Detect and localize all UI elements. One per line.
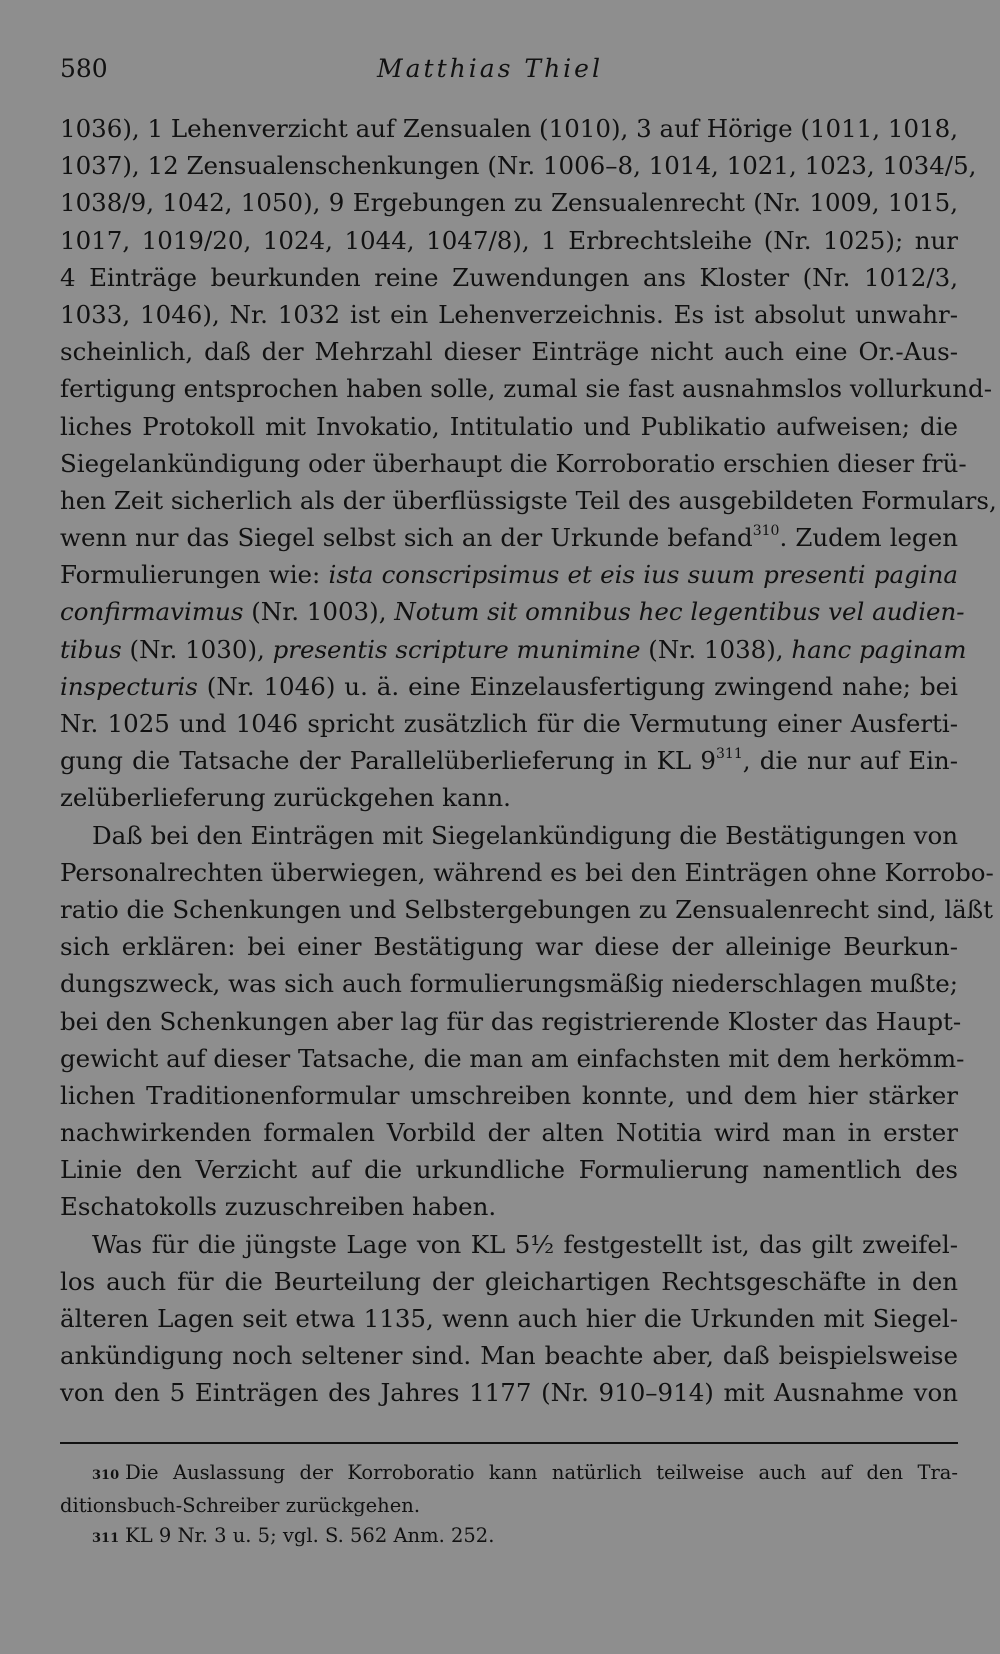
text-run: , die nur auf Ein- bbox=[742, 746, 958, 776]
footnote-ref-311: 311 bbox=[716, 746, 743, 763]
text-line: 1037), 12 Zensualenschenkungen (Nr. 1006–8, 1014, 1021, 1023, 1034/5, bbox=[60, 151, 977, 181]
text-line: hen Zeit sicherlich als der überflüssigste Teil des ausgebildeten Formulars, bbox=[60, 485, 997, 515]
running-head bbox=[60, 54, 920, 94]
text-line: älteren Lagen seit etwa 1135, wenn auch hier die Urkunden mit Siegel- bbox=[60, 1304, 958, 1333]
text-run: Formulierungen wie: bbox=[60, 560, 329, 590]
text-line: Eschatokolls zuzuschreiben haben. bbox=[60, 1192, 497, 1222]
text-line bbox=[60, 668, 958, 705]
text-line: fertigung entsprochen haben solle, zumal sie fast ausnahmslos vollurkund- bbox=[60, 374, 993, 404]
text-line: zelüberlieferung zurückgehen kann. bbox=[60, 783, 511, 813]
text-run: (Nr. 1046) u. ä. eine Einzelausfertigung zwingend nahe; bei bbox=[197, 671, 958, 701]
text-line: lichen Traditionenformular umschreiben konnte, und dem hier stärker bbox=[60, 1080, 958, 1110]
latin-quote: presentis scripture munimine bbox=[272, 634, 641, 664]
text-line bbox=[60, 593, 965, 630]
text-line: ankündigung noch seltener sind. Man beachte aber, daß beispielsweise bbox=[60, 1341, 958, 1371]
text-line: ratio die Schenkungen und Selbstergebungen zu Zensualenrecht sind, läßt bbox=[60, 894, 993, 924]
text-line bbox=[60, 519, 958, 556]
footnote-mark: 310 bbox=[92, 1468, 120, 1483]
running-head-author: Matthias Thiel bbox=[377, 54, 603, 83]
text-line: los auch für die Beurteilung der gleichartigen Rechtsgeschäfte in den bbox=[60, 1266, 958, 1296]
footnotes bbox=[60, 1458, 958, 1554]
footnote-text: Die Auslassung der Korroboratio kann natürlich teilweise auch auf den Tra- bbox=[125, 1461, 958, 1484]
footnote-text: KL 9 Nr. 3 u. 5; vgl. S. 562 Anm. 252. bbox=[125, 1524, 495, 1547]
text-line: Linie den Verzicht auf die urkundliche Formulierung namentlich des bbox=[60, 1155, 958, 1185]
text-line: dungszweck, was sich auch formulierungsmäßig niederschlagen mußte; bbox=[60, 969, 958, 999]
text-line: liches Protokoll mit Invokatio, Intitulatio und Publikatio aufweisen; die bbox=[60, 411, 958, 441]
latin-quote: ista conscripsimus et eis ius suum presenti pagina bbox=[328, 560, 959, 590]
text-line: gewicht auf dieser Tatsache, die man am einfachsten mit dem herkömm- bbox=[60, 1043, 965, 1073]
text-line bbox=[60, 631, 967, 668]
latin-quote: Notum sit omnibus hec legentibus vel audien- bbox=[394, 597, 965, 627]
paragraph-start-line: Was für die jüngste Lage von KL 5½ festgestellt ist, das gilt zweifel- bbox=[92, 1229, 958, 1259]
text-line bbox=[60, 742, 958, 779]
text-line: 1017, 1019/20, 1024, 1044, 1047/8), 1 Erbrechtsleihe (Nr. 1025); nur bbox=[60, 225, 958, 255]
text-run: (Nr. 1030), bbox=[121, 634, 273, 664]
text-line: nachwirkenden formalen Vorbild der alten Notitia wird man in erster bbox=[60, 1118, 958, 1148]
text-line: Nr. 1025 und 1046 spricht zusätzlich für die Vermutung einer Ausferti- bbox=[60, 709, 958, 738]
latin-quote: hanc paginam bbox=[791, 634, 967, 664]
text-run: gung die Tatsache der Parallelüberlieferung in KL 9 bbox=[60, 746, 716, 776]
paragraph-start-line: Daß bei den Einträgen mit Siegelankündigung die Bestätigungen von bbox=[92, 820, 958, 850]
footnote-separator bbox=[60, 1442, 958, 1444]
text-line: von den 5 Einträgen des Jahres 1177 (Nr. 910–914) mit Ausnahme von bbox=[60, 1378, 958, 1408]
latin-quote: confirmavimus bbox=[60, 597, 244, 627]
latin-quote: inspecturis bbox=[60, 671, 198, 701]
body-text bbox=[60, 110, 997, 1412]
page-number: 580 bbox=[60, 54, 108, 83]
footnote-ref-310: 310 bbox=[752, 522, 780, 539]
text-line: 1036), 1 Lehenverzicht auf Zensualen (1010), 3 auf Hörige (1011, 1018, bbox=[60, 114, 958, 143]
latin-quote: tibus bbox=[60, 634, 122, 664]
text-line: 1033, 1046), Nr. 1032 ist ein Lehenverzeichnis. Es ist absolut unwahr- bbox=[60, 299, 958, 329]
text-run: . Zudem legen bbox=[779, 523, 958, 553]
text-run: wenn nur das Siegel selbst sich an der Urkunde befand bbox=[60, 523, 753, 553]
footnote-310 bbox=[60, 1458, 958, 1491]
footnote-311 bbox=[60, 1521, 958, 1554]
text-line bbox=[60, 556, 958, 593]
footnote-310-cont: ditionsbuch-Schreiber zurückgehen. bbox=[60, 1494, 421, 1517]
footnote-mark: 311 bbox=[92, 1531, 120, 1546]
text-run: (Nr. 1003), bbox=[243, 597, 395, 627]
text-line: 1038/9, 1042, 1050), 9 Ergebungen zu Zensualenrecht (Nr. 1009, 1015, bbox=[60, 188, 958, 218]
text-line: scheinlich, daß der Mehrzahl dieser Einträge nicht auch eine Or.-Aus- bbox=[60, 337, 958, 367]
text-line: sich erklären: bei einer Bestätigung war diese der alleinige Beurkun- bbox=[60, 932, 958, 962]
text-line: 4 Einträge beurkunden reine Zuwendungen ans Kloster (Nr. 1012/3, bbox=[60, 262, 958, 292]
text-line: bei den Schenkungen aber lag für das registrierende Kloster das Haupt- bbox=[60, 1006, 962, 1036]
text-line: Personalrechten überwiegen, während es bei den Einträgen ohne Korrobo- bbox=[60, 857, 994, 887]
text-line: Siegelankündigung oder überhaupt die Korroboratio erschien dieser frü- bbox=[60, 448, 967, 478]
text-run: (Nr. 1038), bbox=[640, 634, 792, 664]
